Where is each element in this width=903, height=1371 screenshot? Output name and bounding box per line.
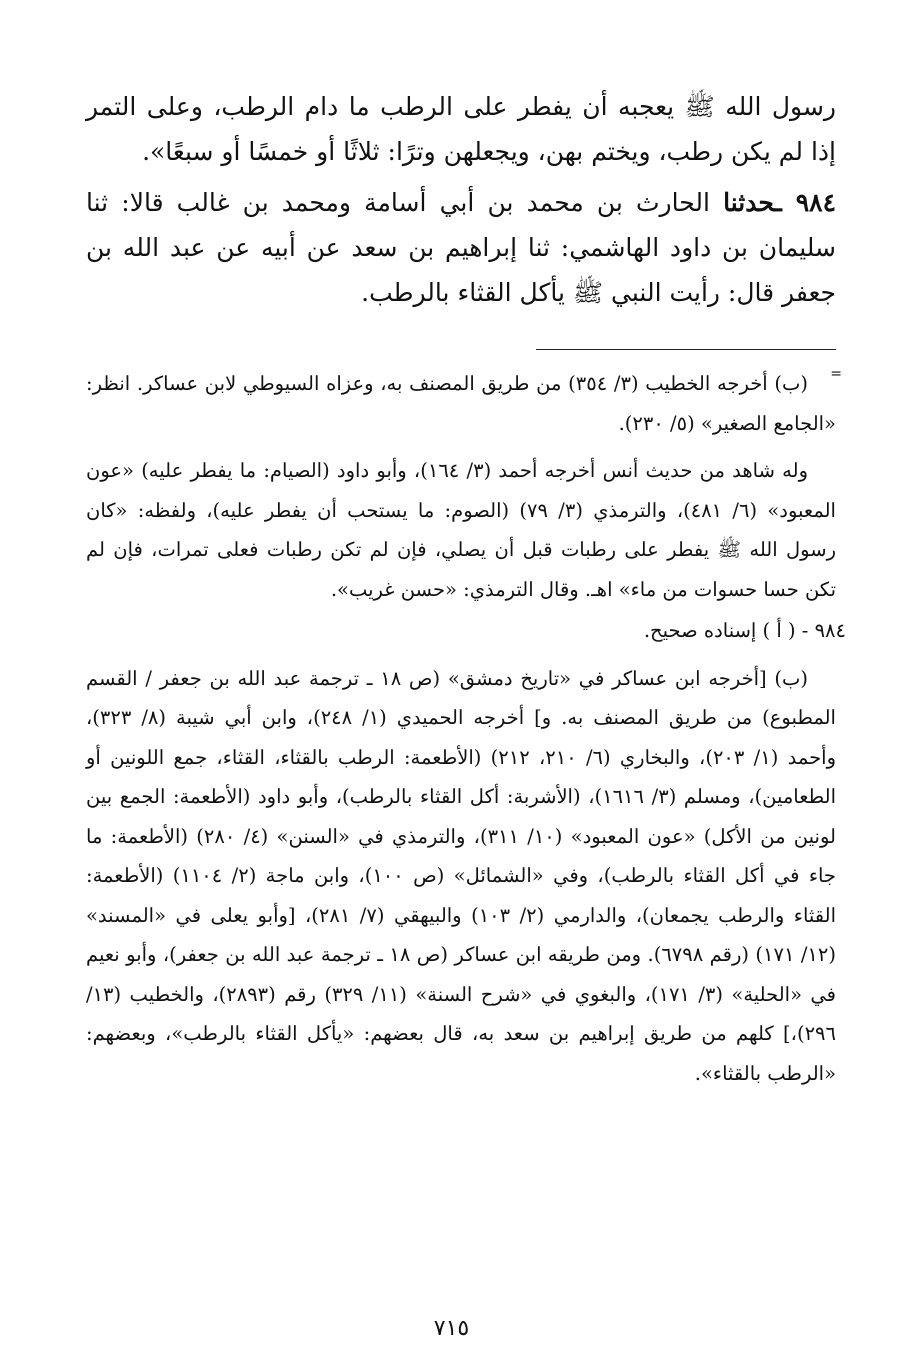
page-number: ٧١٥ xyxy=(433,1316,470,1341)
hadith-number: ٩٨٤ ـ xyxy=(774,188,837,217)
footnote-984-a xyxy=(86,611,846,651)
footnotes-section xyxy=(86,364,846,1093)
main-paragraph-continuation: رسول الله ﷺ يعجبه أن يفطر على الرطب ما دام الرطب، وعلى التمر إذا لم يكن رطب، ويختم بهن، ويجعلهن وترًا: ثلاثًا أو خمسًا أو سبعًا». xyxy=(86,92,836,166)
footnote-983-b: (ب) أخرجه الخطيب (٣/ ٣٥٤) من طريق المصنف به، وعزاه السيوطي لابن عساكر. انظر: «الجامع الصغير» (٥/ ٢٣٠). xyxy=(86,372,836,435)
main-text xyxy=(86,84,836,321)
haddathana-word: حدثنا xyxy=(723,188,775,217)
footnote-984-b: (ب) [أخرجه ابن عساكر في «تاريخ دمشق» (ص ١٨ ـ ترجمة عبد الله بن جعفر / القسم المطبوع) من طريق المصنف به. و] أخرجه الحميدي (١/ ٢٤٨)، وابن أبي شيبة (٨/ ٣٢٣)، وأحمد (١/ ٢٠٣)، والبخاري (٦/ ٢١٠، ٢١٢) (الأطعمة: الرطب بالقثاء، القثاء، جمع اللونين أو الطعامين)، ومسلم (٣/ ١٦١٦)، (الأشربة: أكل القثاء بالرطب)، وأبو داود (الأطعمة: الجمع بين لونين من الأكل) «عون المعبود» (١٠/ ٣١١)، والترمذي في «السنن» (٤/ ٢٨٠) (الأطعمة: ما جاء في أكل القثاء بالرطب)، وفي «الشمائل» (ص ١٠٠)، وابن ماجة (٢/ ١١٠٤) (الأطعمة: القثاء والرطب يجمعان)، والدارمي (٢/ ١٠٣) والبيهقي (٧/ ٢٨١)، [وأبو يعلى في «المسند» (١٢/ ١٧١) (رقم ٦٧٩٨). ومن طريقه ابن عساكر (ص ١٨ ـ ترجمة عبد الله بن جعفر)، وأبو نعيم في «الحلية» (٣/ ١٧١)، والبغوي في «شرح السنة» (١١/ ٣٢٩) رقم (٢٨٩٣)، والخطيب (١٣/ ٢٩٦)،] كلهم من طريق إبراهيم بن سعد به، قال بعضهم: «يأكل القثاء بالرطب»، وبعضهم: «الرطب بالقثاء». xyxy=(86,666,837,1085)
footnote-number: ٩٨٤ - xyxy=(801,619,846,642)
hadith-984-text: الحارث بن محمد بن أبي أسامة ومحمد بن غالب قالا: ثنا سليمان بن داود الهاشمي: ثنا إبراهيم بن سعد عن أبيه عن عبد الله بن جعفر قال: رأيت النبي ﷺ يأكل القثاء بالرطب. xyxy=(86,188,836,307)
footnote-984-a-text: ( أ ) إسناده صحيح. xyxy=(643,619,802,642)
footnote-continuation-marker: = xyxy=(830,366,842,382)
footnote-983-shahid: وله شاهد من حديث أنس أخرجه أحمد (٣/ ١٦٤)، وأبو داود (الصيام: ما يفطر عليه) «عون المعبود» (٦/ ٤٨١)، والترمذي (٣/ ٧٩) (الصوم: ما يستحب أن يفطر عليه)، ولفظه: «كان رسول الله ﷺ يفطر على رطبات قبل أن يصلي، فإن لم تكن رطبات فعلى تمرات، فإن لم تكن حسا حسوات من ماء» اهـ. وقال الترمذي: «حسن غريب». xyxy=(86,459,836,601)
footnote-divider xyxy=(536,349,836,350)
hadith-984-paragraph xyxy=(86,180,836,315)
